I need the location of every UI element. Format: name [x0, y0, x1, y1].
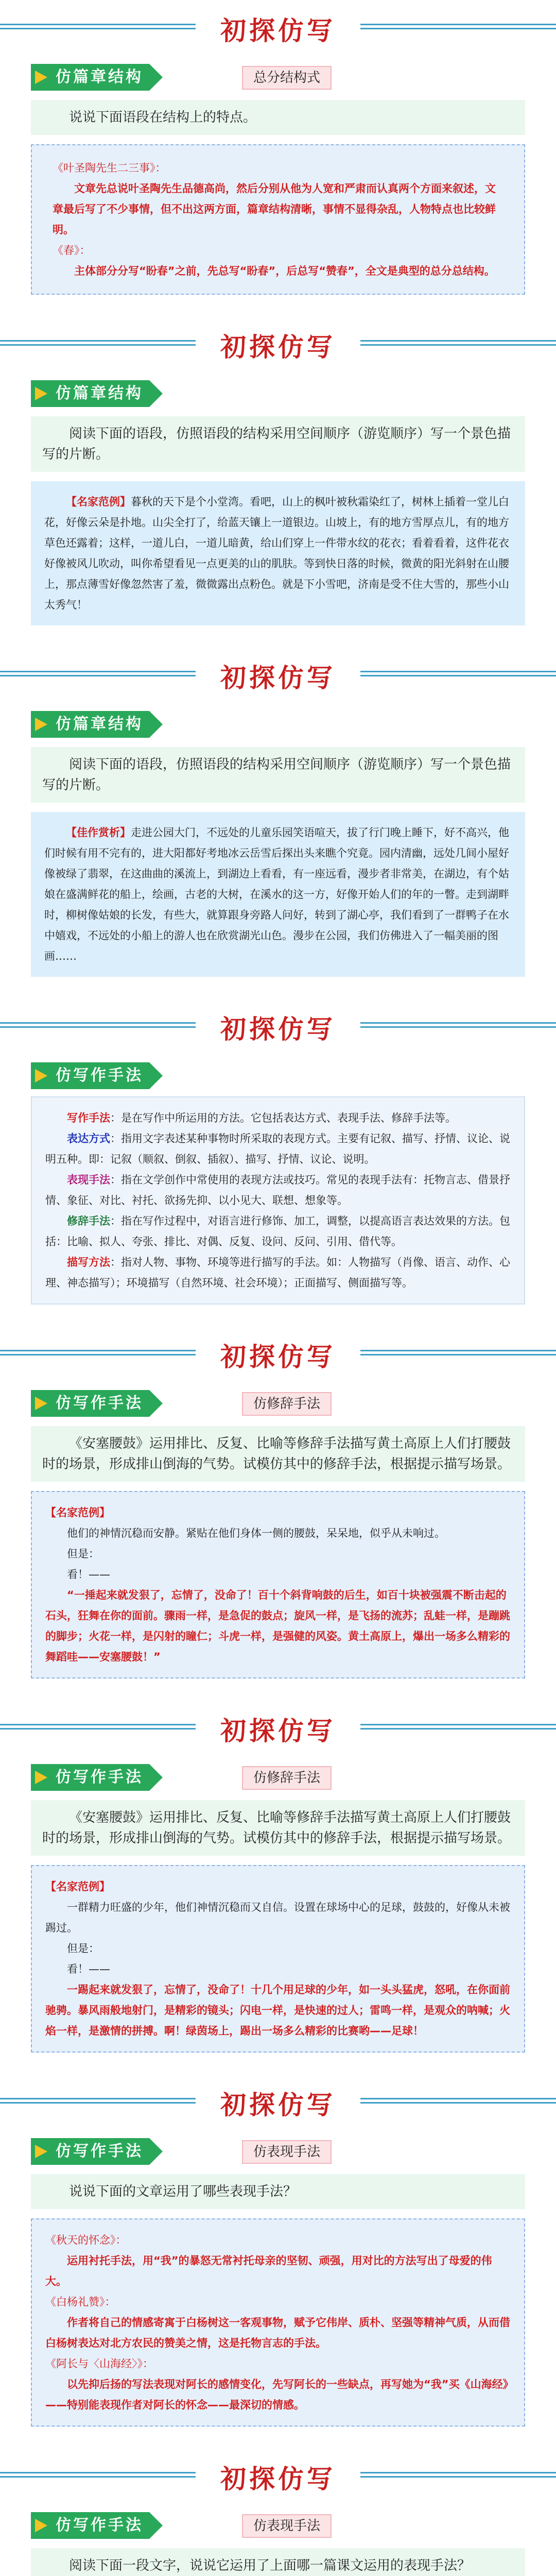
slide-8 — [0, 2448, 556, 2576]
example-title: 《叶圣陶先生二三事》： — [53, 162, 166, 174]
page-title: 初探仿写 — [220, 2464, 336, 2494]
example-text: 暮秋的天下是个小堂湾。看吧，山上的枫叶被秋霜染红了，树林上插着一堂儿白花，好像云朵是扑地。山尖全打了，给蓝天镶上一道银边。山坡上，有的地方雪厚点儿，有的地方草色还露着；这样，一道儿白，一道儿暗黄，给山们穿上一件带水纹的花衣；看着看着，这件花衣好像被风儿吹动，叫你希望看见一点更美的山的肌肤。等到快日落的时候，微黄的阳光斜射在山腰上，那点薄雪好像忽然害了羞，微微露出点粉色。就是下小雪吧，济南是受不住大雪的，那些小山太秀气！ — [44, 496, 509, 611]
section-tag: 仿写作手法 — [31, 1764, 149, 1791]
page-title: 初探仿写 — [220, 1014, 336, 1044]
section-subtag: 仿表现手法 — [242, 2140, 332, 2164]
page-title: 初探仿写 — [220, 663, 336, 693]
slide-6 — [0, 1700, 556, 2071]
example-body: 文章先总说叶圣陶先生品德高尚，然后分别从他为人宽和严肃而认真两个方面来叙述，文章最后写了不少事情，但不出这两方面，篇章结构清晰，事情不显得杂乱，人物特点也比较鲜明。 — [53, 182, 496, 236]
page-title: 初探仿写 — [220, 332, 336, 362]
section-subtag: 仿修辞手法 — [242, 1766, 332, 1790]
task-prompt: 说说下面语段在结构上的特点。 — [31, 100, 525, 135]
slide-2 — [0, 316, 556, 644]
page-title: 初探仿写 — [220, 1716, 336, 1746]
slide-header — [0, 998, 556, 1055]
section-tag: 仿写作手法 — [31, 1390, 149, 1417]
slide-header — [0, 1326, 556, 1383]
section-subtag: 仿表现手法 — [242, 2514, 332, 2538]
section-tag: 仿写作手法 — [31, 2512, 149, 2539]
slide-header — [0, 0, 556, 57]
slide-5 — [0, 1326, 556, 1697]
task-prompt: 《安塞腰鼓》运用排比、反复、比喻等修辞手法描写黄土高原上人们打腰鼓时的场景，形成排山倒海的气势。试模仿其中的修辞手法，根据提示描写场景。 — [31, 1426, 525, 1482]
section-tag: 仿写作手法 — [31, 1062, 149, 1089]
section-subtag: 仿修辞手法 — [242, 1392, 332, 1416]
slide-header — [0, 1700, 556, 1757]
technique-list: 写作手法：是在写作中所运用的方法。它包括表达方式、表现手法、修辞手法等。 表达方式：指用文字表述某种事物时所采取的表现方式。主要有记叙、描写、抒情、议论、说明五种。即：记叙（顺叙、倒叙、插叙）、描写、抒情、议论、说明。 表现手法：指在文学创作中常使用的表现方法或技巧。常见的表现手法有：托物言志、借景抒情、象征、对比、衬托、欲扬先抑、以小见大、联想、想象等。 修辞手法：指在写作过程中，对语言进行修饰、加工，调整，以提高语言表达效果的方法。包括：比喻、拟人、夸张、排比、对偶、反复、设问、反问、引用、借代等。 描写方法：指对人物、事物、环境等进行描写的手法。如：人物描写（肖像、语言、动作、心理、神态描写）；环境描写（自然环境、社会环境）；正面描写、侧面描写等。 — [31, 1096, 525, 1304]
section-tag: 仿篇章结构 — [31, 380, 149, 407]
example-box: 《秋天的怀念》： 运用衬托手法，用“我”的暴怒无常衬托母亲的坚韧、顽强，用对比的方法写出了母爱的伟大。 《白杨礼赞》： 作者将自己的情感寄寓于白杨树这一客观事物，赋予它伟岸、质朴、坚强等精神气质，从而借白杨树表达对北方农民的赞美之情，这是托物言志的手法。 《阿长与〈山海经〉》： 以先抑后扬的写法表现对阿长的感情变化，先写阿长的一些缺点，再写她为“我”买《山海经》——特别能表现作者对阿长的怀念——最深切的情感。 — [31, 2218, 525, 2427]
example-body: 主体部分分写“盼春”之前，先总写“盼春”，后总写“赞春”，全文是典型的总分总结构。 — [74, 265, 495, 277]
slide-1 — [0, 0, 556, 313]
page-title: 初探仿写 — [220, 2090, 336, 2120]
task-prompt: 阅读下面的语段，仿照语段的结构采用空间顺序（游览顺序）写一个景色描写的片断。 — [31, 747, 525, 803]
slide-header — [0, 647, 556, 704]
slide-header — [0, 2448, 556, 2505]
task-prompt: 阅读下面一段文字，说说它运用了上面哪一篇课文运用的表现手法？ — [31, 2548, 525, 2576]
example-title: 《春》： — [53, 244, 91, 257]
example-box — [31, 144, 525, 295]
slide-7 — [0, 2074, 556, 2445]
task-prompt: 《安塞腰鼓》运用排比、反复、比喻等修辞手法描写黄土高原上人们打腰鼓时的场景，形成排山倒海的气势。试模仿其中的修辞手法，根据提示描写场景。 — [31, 1800, 525, 1856]
slide-4 — [0, 998, 556, 1323]
slide-header — [0, 316, 556, 373]
example-box: 【名家范例】暮秋的天下是个小堂湾。看吧，山上的枫叶被秋霜染红了，树林上插着一堂儿白花，好像云朵是扑地。山尖全打了，给蓝天镶上一道银边。山坡上，有的地方雪厚点儿，有的地方草色还露着；这样，一道儿白，一道儿暗黄，给山们穿上一件带水纹的花衣；看着看着，这件花衣好像被风儿吹动，叫你希望看见一点更美的山的肌肤。等到快日落的时候，微黄的阳光斜射在山腰上，那点薄雪好像忽然害了羞，微微露出点粉色。就是下小雪吧，济南是受不住大雪的，那些小山太秀气！ — [31, 481, 525, 625]
page-title: 初探仿写 — [220, 1342, 336, 1372]
example-box: 【佳作赏析】走进公园大门，不远处的儿童乐园笑语喧天，拔了行门晚上睡下，好不高兴，他们时候有用不完有的，进大阳都好考地冰云岳雪后探出头来瞧个究竟。园内清幽，远处几间小屋好像被绿了翡翠，在这曲曲的溪流上，到湖边上看看，有一座远看，漫步者非常美，在湖边，有个姑娘在盛满鲜花的船上，绘画，古老的大树，在溪水的这一方，好像开始人们的年的一瞥。走到湖畔时，柳树像姑娘的长发，有些大，就算跟身旁路人问好，转到了湖心亭，我们看到了一群鸭子在水中嬉戏，不远处的小船上的游人也在欣赏湖光山色。漫步在公园，我们仿佛进入了一幅美丽的图画…… — [31, 812, 525, 977]
task-prompt: 阅读下面的语段，仿照语段的结构采用空间顺序（游览顺序）写一个景色描写的片断。 — [31, 416, 525, 472]
slide-3 — [0, 647, 556, 995]
section-subtag: 总分结构式 — [242, 66, 332, 90]
page-title: 初探仿写 — [220, 15, 336, 46]
task-prompt: 说说下面的文章运用了哪些表现手法？ — [31, 2174, 525, 2209]
section-tag: 仿篇章结构 — [31, 64, 149, 91]
example-box: 【名家范例】 他们的神情沉稳而安静。紧贴在他们身体一侧的腰鼓，呆呆地，似乎从未响过。 但是： 看！—— “一捶起来就发狠了，忘情了，没命了！百十个斜背响鼓的后生，如百十块被强震不断击起的石头，狂舞在你的面前。骤雨一样，是急促的鼓点；旋风一样，是飞扬的流苏；乱蛙一样，是蹦跳的脚步；火花一样，是闪射的瞳仁；斗虎一样，是强健的风姿。黄土高原上，爆出一场多么精彩的舞蹈哇——安塞腰鼓！” — [31, 1491, 525, 1679]
slide-header — [0, 2074, 556, 2131]
section-tag: 仿写作手法 — [31, 2138, 149, 2165]
example-box: 【名家范例】 一群精力旺盛的少年，他们神情沉稳而又自信。设置在球场中心的足球，鼓鼓的，好像从未被踢过。 但是： 看！—— 一踢起来就发狠了，忘情了，没命了！十几个用足球的少年，如一头头猛虎，怒吼，在你面前驰骋。暴风雨般地射门，是精彩的镜头；闪电一样，是快速的过人；雷鸣一样，是观众的呐喊；火焰一样，是激情的拼搏。啊！绿茵场上，踢出一场多么精彩的比赛哟——足球！ — [31, 1865, 525, 2053]
example-text: 走进公园大门，不远处的儿童乐园笑语喧天，拔了行门晚上睡下，好不高兴，他们时候有用不完有的，进大阳都好考地冰云岳雪后探出头来瞧个究竟。园内清幽，远处几间小屋好像被绿了翡翠，在这曲曲的溪流上，到湖边上看看，有一座远看，漫步者非常美，在湖边，有个姑娘在盛满鲜花的船上，绘画，古老的大树，在溪水的这一方，好像开始人们的年的一瞥。走到湖畔时，柳树像姑娘的长发，有些大，就算跟身旁路人问好，转到了湖心亭，我们看到了一群鸭子在水中嬉戏，不远处的小船上的游人也在欣赏湖光山色。漫步在公园，我们仿佛进入了一幅美丽的图画…… — [44, 826, 509, 962]
section-tag: 仿篇章结构 — [31, 711, 149, 738]
